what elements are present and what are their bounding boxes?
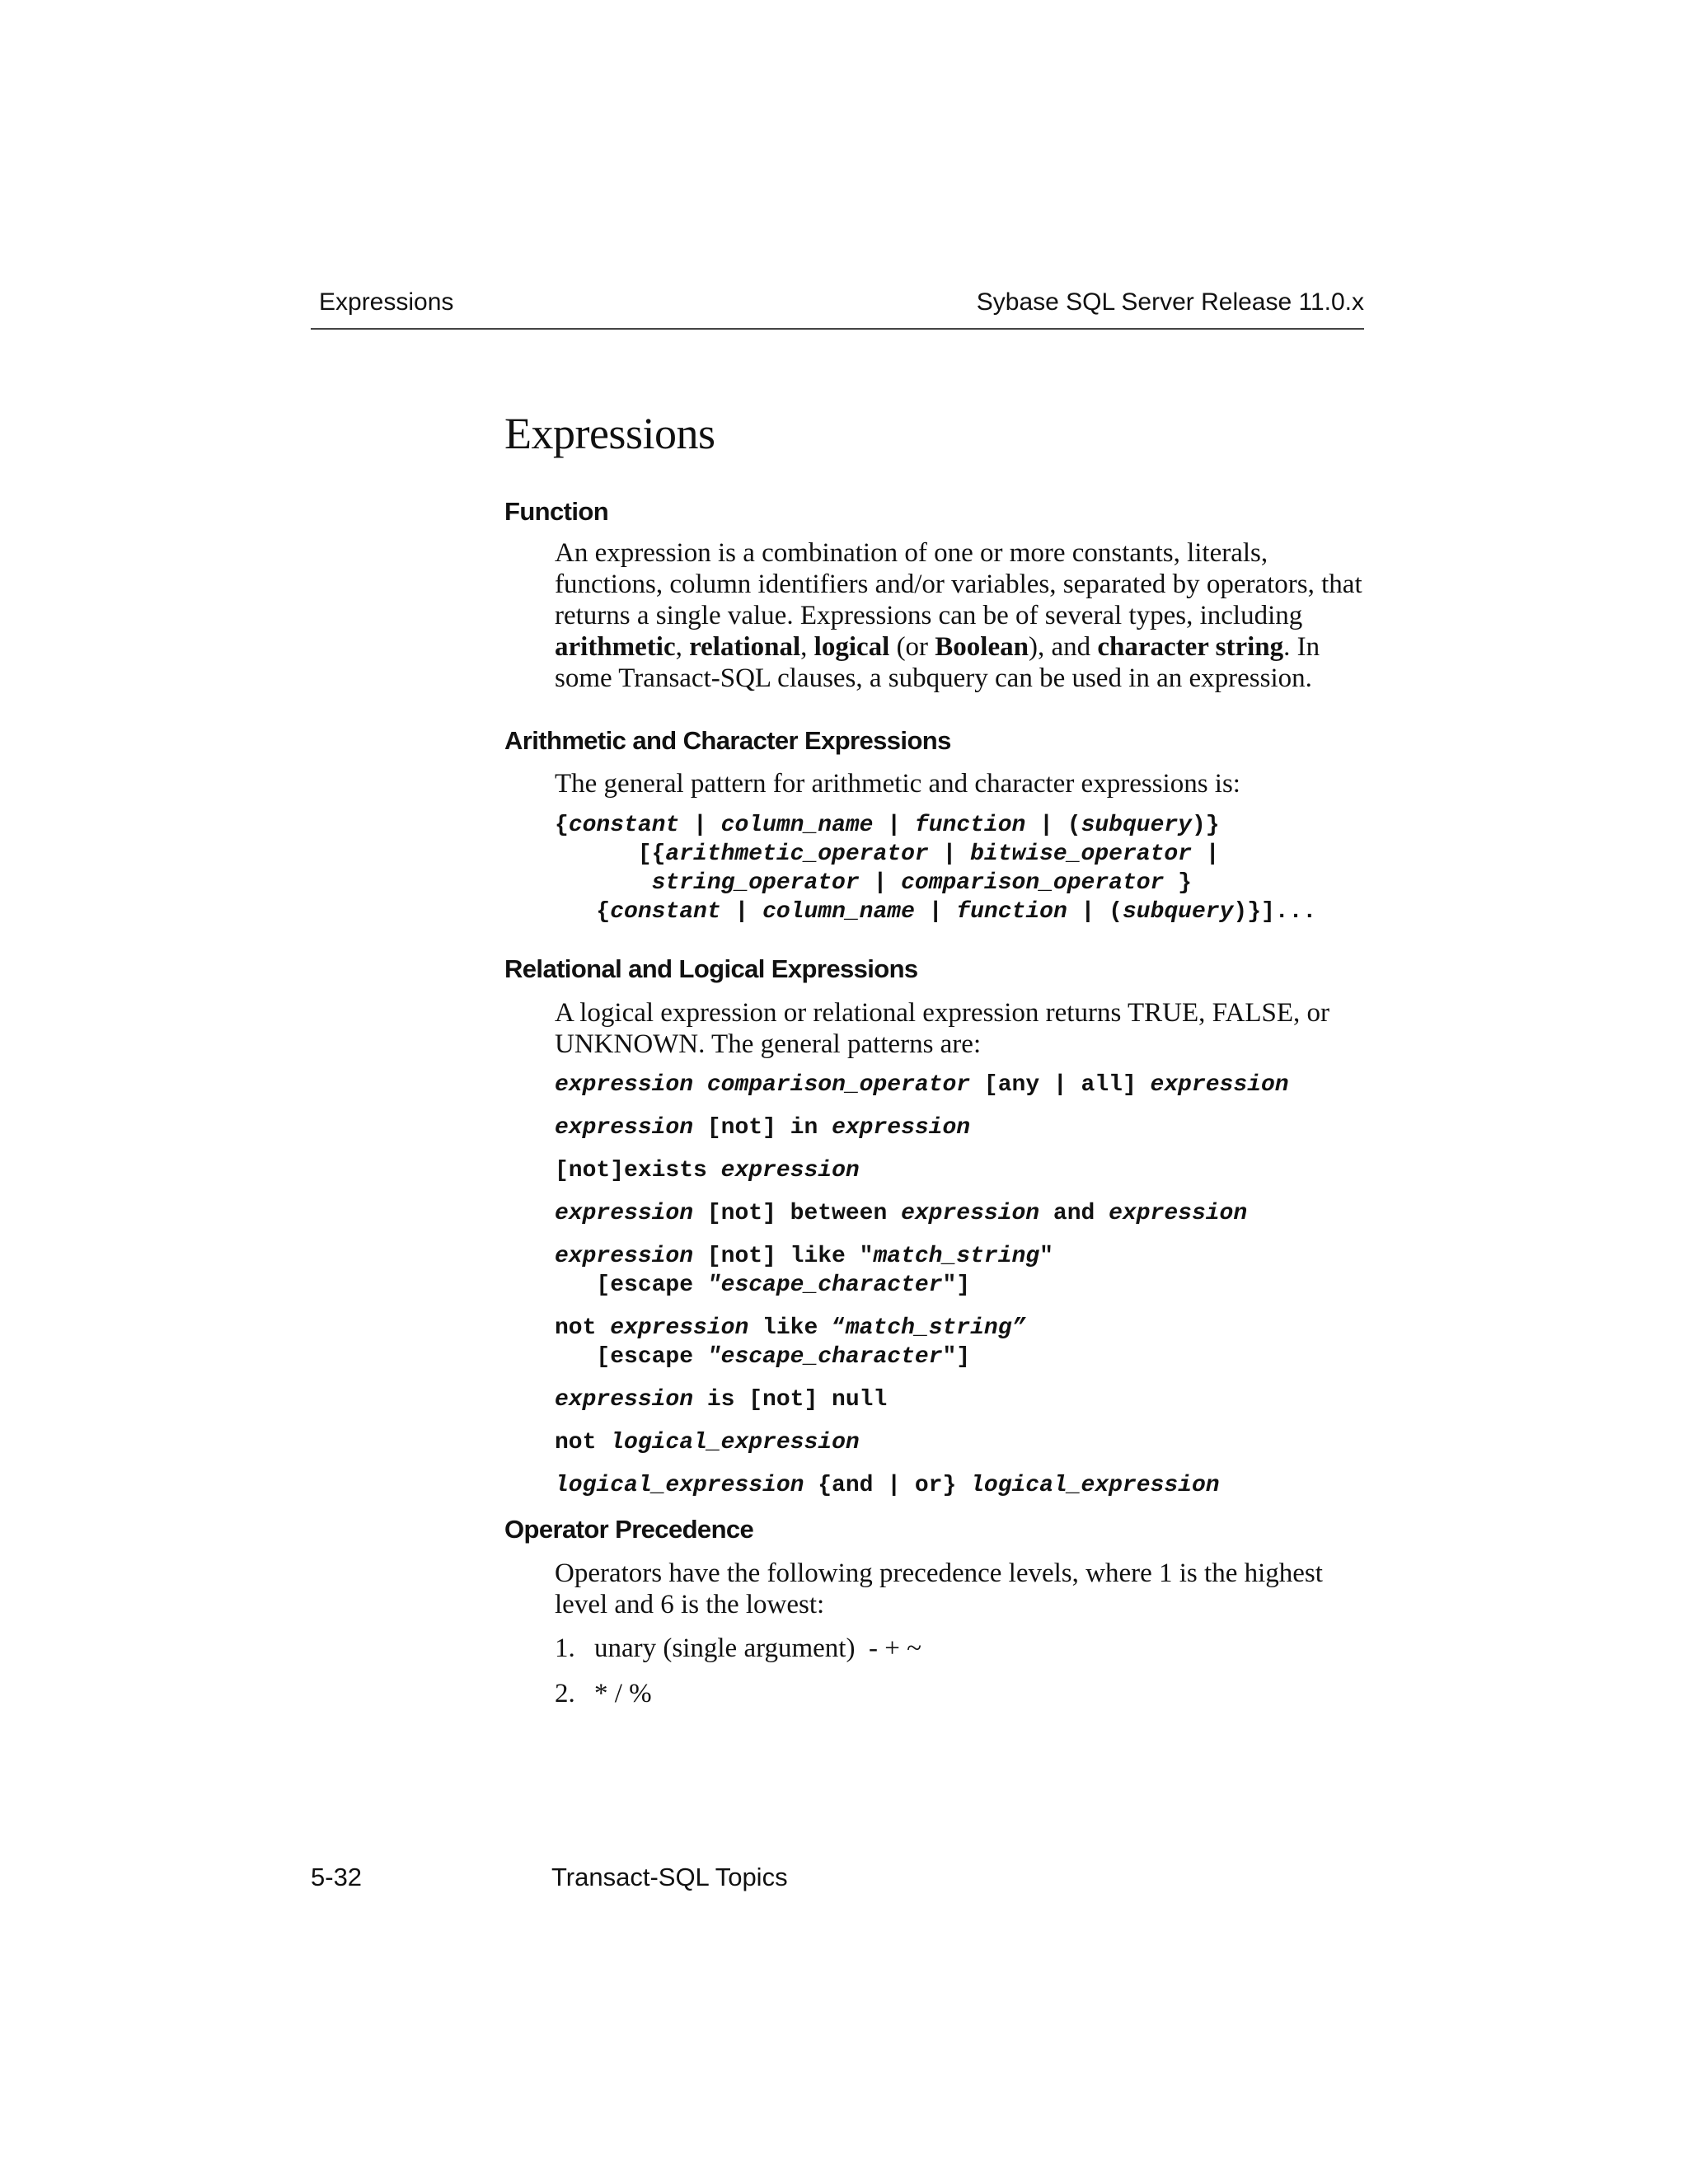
page-content xyxy=(504,407,1378,1723)
section-heading: Function xyxy=(504,497,609,526)
header-rule xyxy=(311,328,1364,330)
section-function xyxy=(504,496,1378,694)
list-text: unary (single argument) - + ~ xyxy=(594,1633,921,1663)
section-heading: Operator Precedence xyxy=(504,1515,754,1544)
precedence-intro: Operators have the following precedence levels, where 1 is the highest level and 6 is the lowest: xyxy=(555,1558,1323,1619)
syntax-line: not expression like “match_string” [escape "escape_character"] xyxy=(555,1315,1026,1370)
list-text: * / % xyxy=(594,1679,652,1708)
precedence-list xyxy=(555,1633,1378,1709)
syntax-line: expression [not] like "match_string" [escape "escape_character"] xyxy=(555,1244,1053,1298)
running-header-right: Sybase SQL Server Release 11.0.x xyxy=(976,288,1364,316)
syntax-line: not logical_expression xyxy=(555,1430,860,1455)
function-description: An expression is a combination of one or more constants, literals, functions, column identifiers and/or variables, separated by operators, that returns a single value. Expressions can be of several types, including arithmetic, relational, logical (or Boolean), and character string. In some Transact-SQL clauses, a subquery can be used in an expression. xyxy=(555,538,1362,693)
syntax-line: [not]exists expression xyxy=(555,1158,860,1183)
syntax-line: expression is [not] null xyxy=(555,1387,888,1413)
syntax-line: expression [not] in expression xyxy=(555,1115,971,1141)
section-heading: Relational and Logical Expressions xyxy=(504,954,918,983)
footer-title: Transact-SQL Topics xyxy=(551,1863,788,1891)
page-number: 5-32 xyxy=(311,1863,363,1891)
relational-intro: A logical expression or relational expression returns TRUE, FALSE, or UNKNOWN. The general patterns are: xyxy=(555,998,1330,1059)
page-title: Expressions xyxy=(504,409,715,458)
list-number: 1. xyxy=(555,1633,575,1663)
running-header-left: Expressions xyxy=(319,288,454,316)
arithmetic-intro: The general pattern for arithmetic and character expressions is: xyxy=(555,769,1240,799)
syntax-block: {constant | column_name | function | (subquery)} [{arithmetic_operator | bitwise_operator | string_operator | comparison_operator } {constant | column_name | function | (subquery)}]... xyxy=(555,813,1317,925)
syntax-line: expression [not] between expression and expression xyxy=(555,1201,1248,1226)
section-relational xyxy=(504,954,1378,1500)
list-number: 2. xyxy=(555,1679,575,1708)
syntax-line: logical_expression {and | or} logical_expression xyxy=(555,1473,1220,1498)
list-item xyxy=(555,1633,1378,1664)
syntax-line: expression comparison_operator [any | all] expression xyxy=(555,1072,1289,1098)
section-heading: Arithmetic and Character Expressions xyxy=(504,726,951,755)
section-operator-precedence xyxy=(504,1514,1378,1709)
section-arithmetic xyxy=(504,725,1378,926)
list-item xyxy=(555,1678,1378,1709)
